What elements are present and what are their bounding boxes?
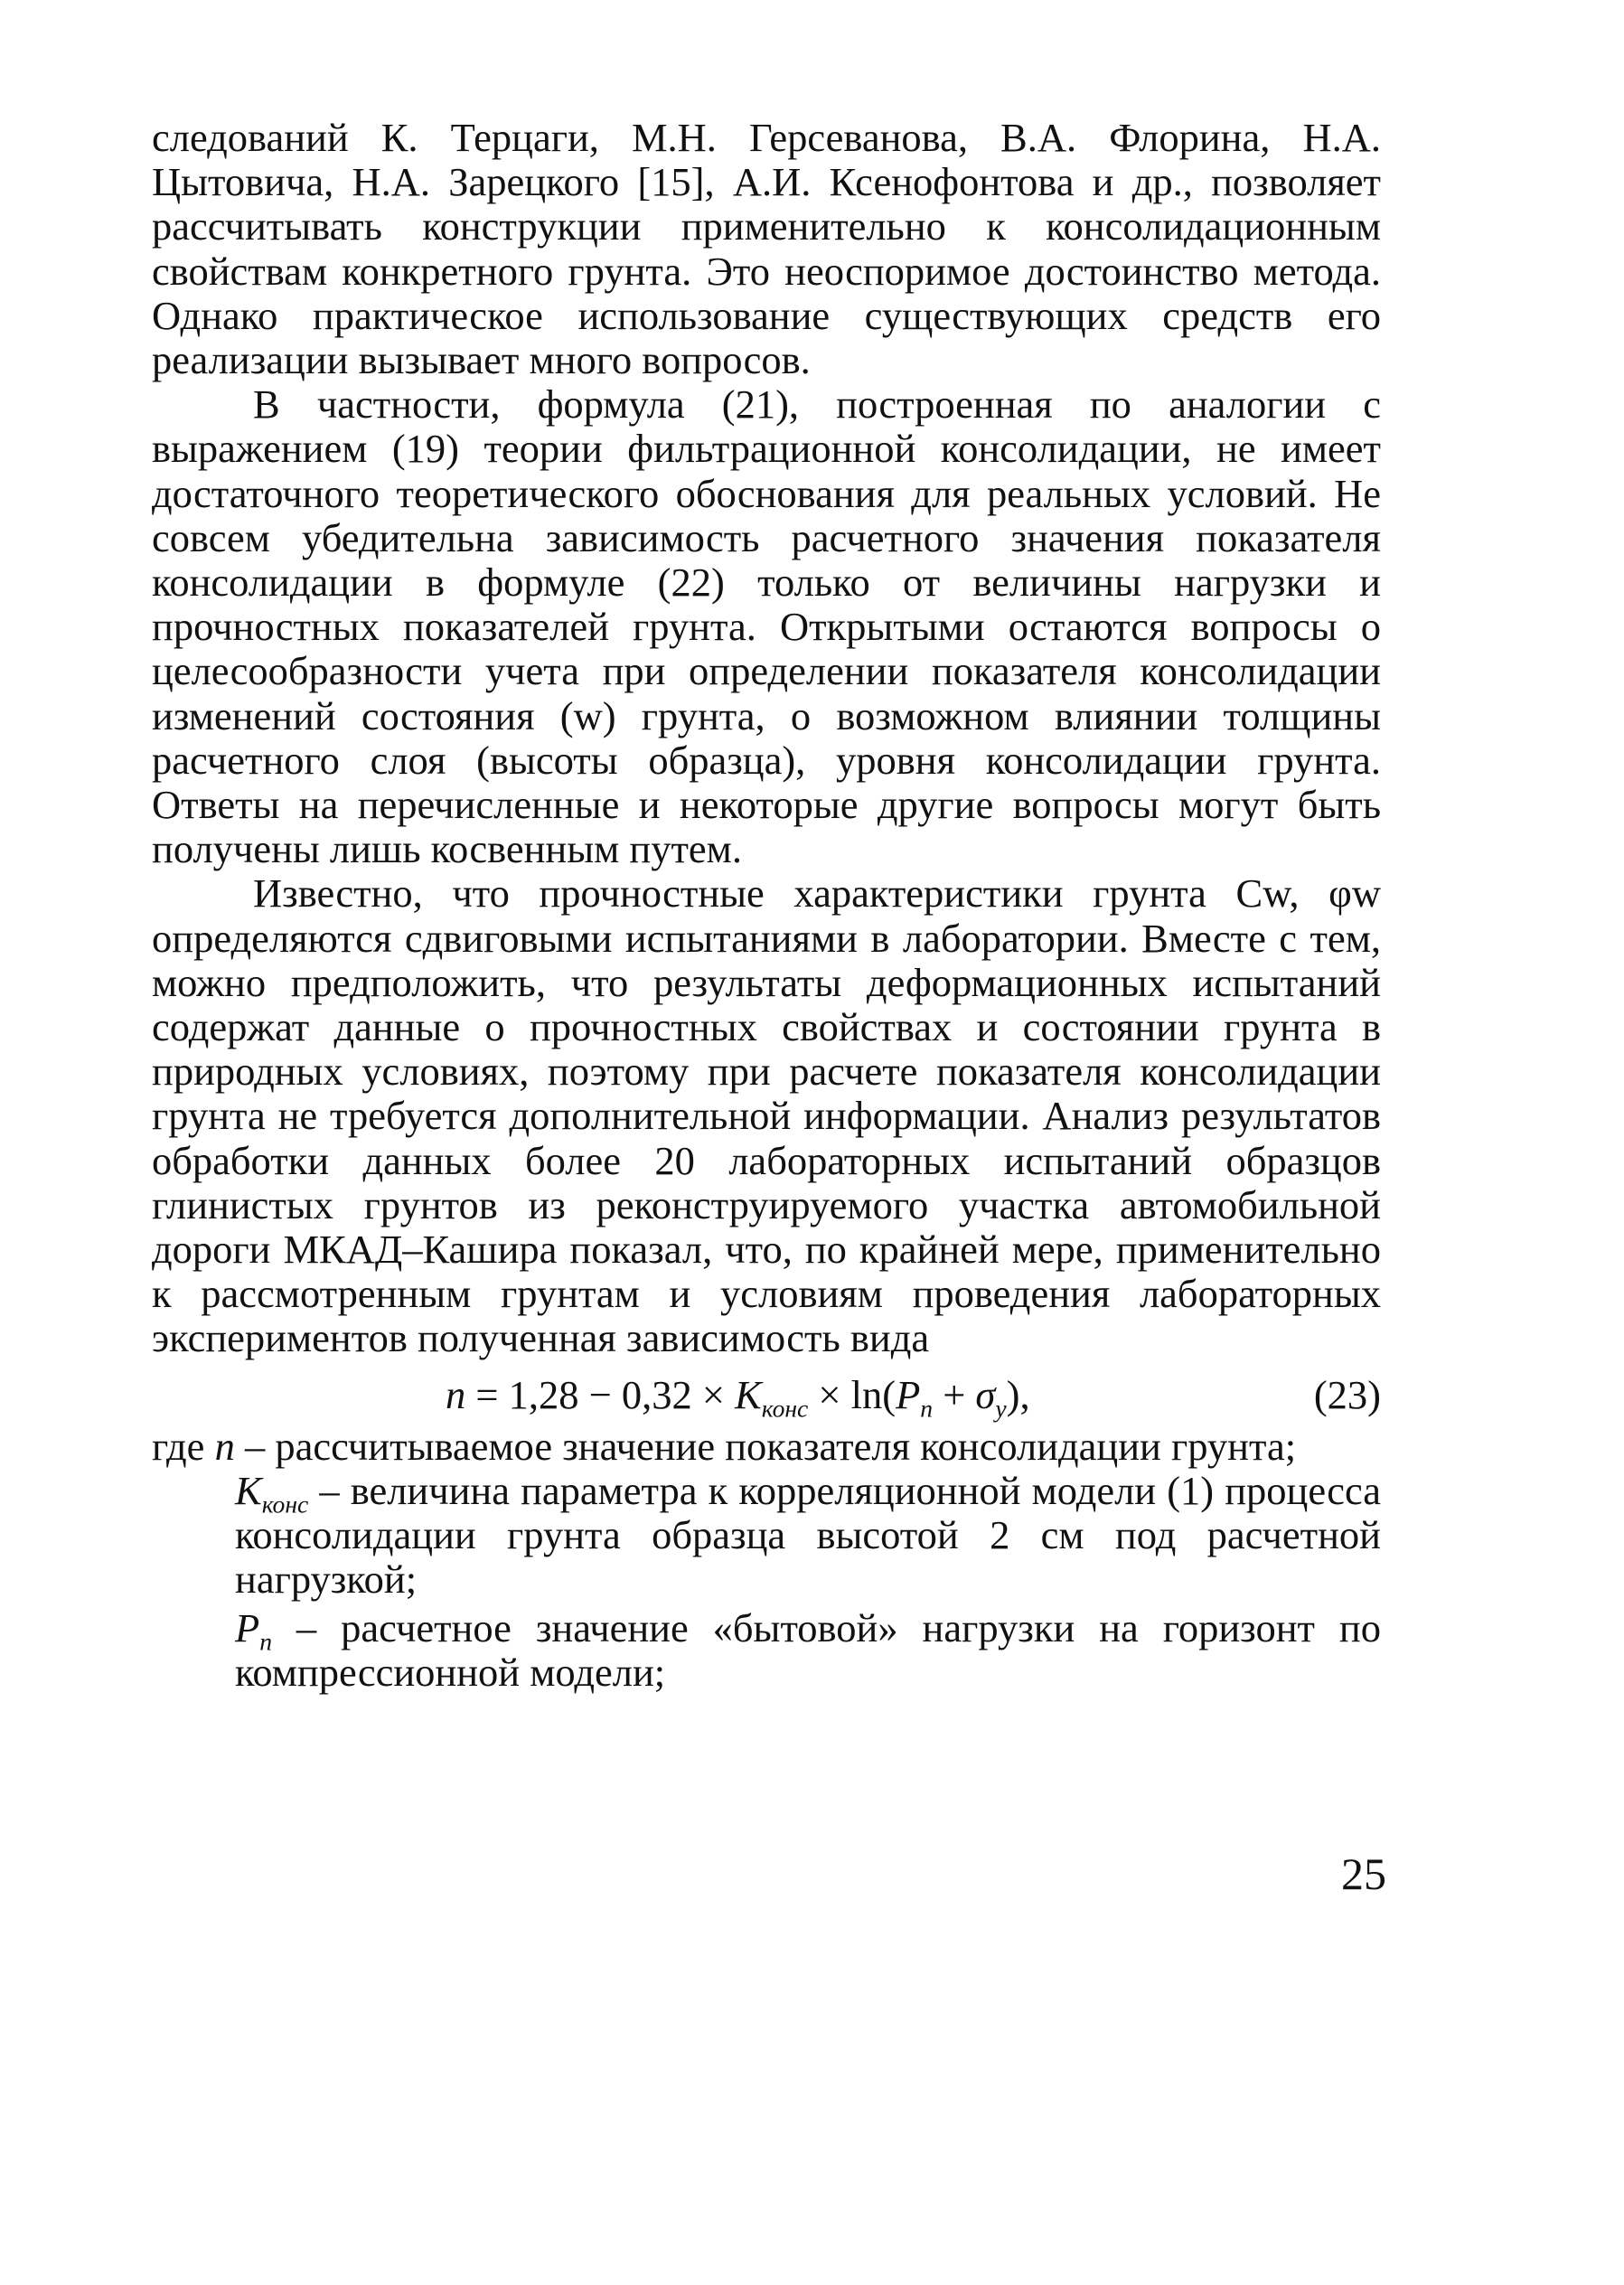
page-number: 25 [1341,1848,1386,1899]
formula-sigma-sub: y [995,1394,1007,1423]
page-content [152,116,1381,1695]
definition-n-symbol: n [214,1423,235,1469]
formula-p-sub: n [920,1394,934,1423]
formula-p: P [896,1371,921,1417]
formula-part-c: + [933,1371,976,1417]
paragraph-3: Известно, что прочностные характеристики грунта Cw, φw определяются сдвиговыми испытаниями в лаборатории. Вместе с тем, можно предположить, что результаты деформационных испытаний содержат данные о прочностных свойствах и состоянии грунта в природных условиях, поэтому при расчете показателя консолидации грунта не требуется дополнительной информации. Анализ результатов обработки данных более 20 лабораторных испытаний образцов глинистых грунтов из реконструируемого участка автомобильной дороги МКАД–Кашира показал, что, по крайней мере, применительно к рассмотренным грунтам и условиям проведения лабораторных экспериментов полученная зависимость вида [152,870,1381,1361]
definitions-list [152,1425,1381,1695]
definition-k-symbol: K [235,1467,262,1513]
formula-sigma: σ [975,1371,996,1417]
definition-k-text: – величина параметра к корреляционной модели (1) процесса консолидации грунта образца высотой 2 см под расчетной нагрузкой; [235,1467,1381,1603]
formula-part-b: × ln( [808,1371,896,1417]
definitions-intro: где [152,1423,205,1469]
paragraph-1: следований К. Терцаги, М.Н. Герсеванова, В.А. Флорина, Н.А. Цытовича, Н.А. Зарецкого [15], А.И. Ксенофонтова и др., позволяет рассчитывать конструкции применительно к консолидационным свойствам конкретного грунта. Это неоспоримое достоинство метода. Однако практическое использование существующих средств его реализации вызывает много вопросов. [152,115,1381,383]
formula-expression [446,1365,1030,1425]
formula-lhs: n [446,1371,466,1417]
definition-k [235,1469,1381,1603]
definition-p [235,1606,1381,1695]
formula-number: (23) [1313,1371,1381,1417]
definition-p-text: – расчетное значение «бытовой» нагрузки на горизонт по компрессионной модели; [235,1604,1381,1695]
definition-p-sub: n [259,1627,272,1656]
formula-23 [152,1365,1381,1425]
paragraph-2: В частности, формула (21), построенная по аналогии с выражением (19) теории фильтрационной консолидации, не имеет достаточного теоретического обоснования для реальных условий. Не совсем убедительна зависимость расчетного значения показателя консолидации в формуле (22) только от величины нагрузки и прочностных показателей грунта. Открытыми остаются вопросы о целесообразности учета при определении показателя консолидации изменений состояния (w) грунта, о возможном влиянии толщины расчетного слоя (высоты образца), уровня консолидации грунта. Ответы на перечисленные и некоторые другие вопросы могут быть получены лишь косвенным путем. [152,381,1381,872]
formula-part-d: ), [1006,1371,1030,1417]
definition-p-symbol: P [235,1604,260,1650]
formula-k-sub: конс [761,1394,809,1423]
definition-n [152,1425,1381,1469]
definition-k-sub: конс [261,1490,309,1519]
formula-part-a: = 1,28 − 0,32 × [465,1371,736,1417]
formula-k: K [735,1371,762,1417]
definition-n-text: – рассчитываемое значение показателя консолидации грунта; [234,1423,1297,1469]
